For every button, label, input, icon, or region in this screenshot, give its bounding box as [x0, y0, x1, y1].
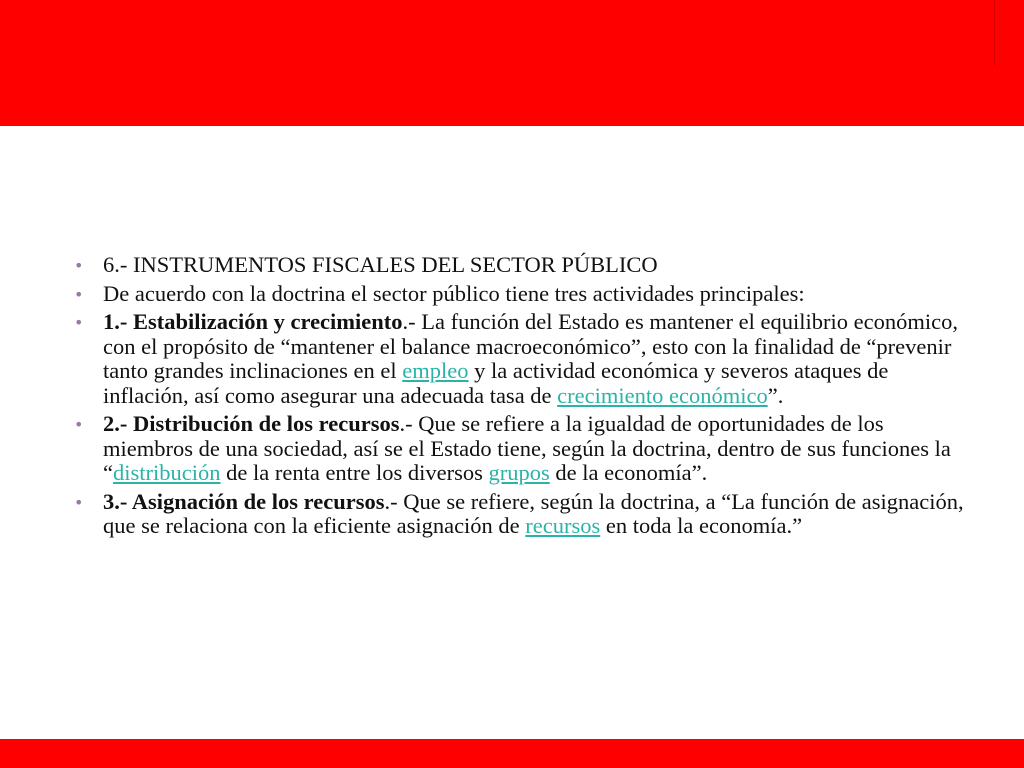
banner-divider-line	[994, 0, 995, 66]
distribucion-link[interactable]: distribución	[113, 460, 221, 485]
slide-content	[74, 253, 974, 543]
estabilizacion-title: 1.- Estabilización y crecimiento	[103, 309, 403, 334]
crecimiento-economico-link[interactable]: crecimiento económico	[557, 382, 768, 408]
bullet-estabilizacion	[74, 310, 974, 408]
recursos-link[interactable]: recursos	[525, 513, 601, 538]
estabilizacion-text-1: .- La función del Estado es mantener el equilibrio económico, con el propósito de “mantener el balance macroeconómico”, esto con la finalidad de “prevenir tanto grandes inclinaciones en el	[103, 309, 958, 383]
distribucion-text-3: de la economía”.	[549, 460, 708, 485]
asignacion-text-2: en toda la economía.”	[600, 513, 803, 538]
bullet-heading	[74, 253, 974, 278]
grupos-link[interactable]: grupos	[488, 460, 550, 485]
bullet-distribucion	[74, 412, 974, 486]
estabilizacion-text-2: y la actividad económica y severos ataques de inflación, así como asegurar una adecuada tasa de	[103, 358, 889, 408]
distribucion-title: 2.- Distribución de los recursos	[103, 411, 400, 436]
distribucion-text-1: .- Que se refiere a la igualdad de oportunidades de los miembros de una sociedad, así se el Estado tiene, según la doctrina, dentro de sus funciones la “	[103, 411, 951, 485]
section-heading: 6.- INSTRUMENTOS FISCALES DEL SECTOR PÚBLICO	[103, 252, 658, 277]
bullet-asignacion	[74, 490, 974, 539]
bottom-banner	[0, 739, 1024, 768]
empleo-link[interactable]: empleo	[402, 358, 469, 383]
distribucion-text-2: de la renta entre los diversos	[220, 460, 489, 485]
top-banner	[0, 0, 1024, 126]
asignacion-title: 3.- Asignación de los recursos	[103, 488, 385, 514]
asignacion-text-1: .- Que se refiere, según la doctrina, a “La función de asignación, que se relaciona con la eficiente asignación de	[103, 488, 964, 538]
intro-text: De acuerdo con la doctrina el sector público tiene tres actividades principales:	[103, 280, 805, 306]
bullet-list	[74, 253, 974, 539]
estabilizacion-text-3: ”.	[767, 382, 784, 408]
bullet-intro	[74, 282, 974, 307]
